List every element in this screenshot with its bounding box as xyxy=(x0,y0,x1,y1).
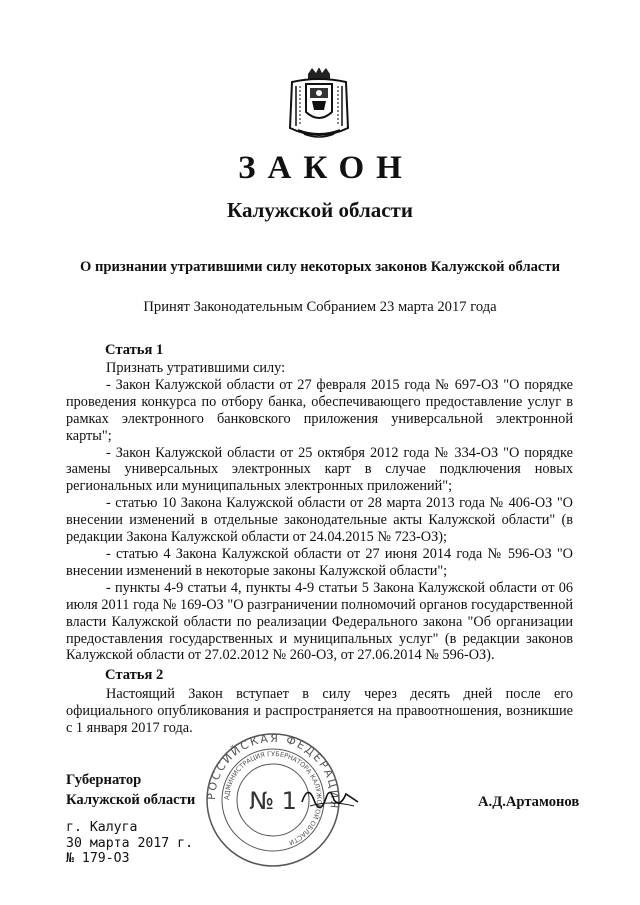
registration-stamp xyxy=(66,820,193,867)
article-1-item: - Закон Калужской области от 27 февраля 2015 года № 697-ОЗ "О порядке проведения конкурса по отбору банка, обеспечивающего предоставление услуг в рамках электронного банковского приложения универсальной электронной карты"; xyxy=(66,376,573,444)
article-1-item: - статью 4 Закона Калужской области от 27 июня 2014 года № 596-ОЗ "О внесении изменений в некоторые законы Калужской области"; xyxy=(66,545,573,579)
article-1-intro: Признать утратившими силу: xyxy=(106,360,286,376)
registration-date: 30 марта 2017 г. xyxy=(66,835,194,851)
coat-of-arms-emblem xyxy=(288,68,350,140)
article-2-heading: Статья 2 xyxy=(105,667,164,683)
registration-number: № 179-ОЗ xyxy=(66,851,130,866)
adoption-line: Принят Законодательным Собранием 23 марта 2017 года xyxy=(143,299,497,315)
seal-outer-text: РОССИЙСКАЯ ФЕДЕРАЦИЯ xyxy=(204,731,342,811)
law-name: О признании утратившими силу некоторых законов Калужской области xyxy=(80,259,560,275)
article-1-item: - статью 10 Закона Калужской области от 28 марта 2013 года № 406-ОЗ "О внесении изменений в отдельные законодательные акты Калужской области" (в редакции Закона Калужской области от 24.04.2015 № 723-ОЗ); xyxy=(66,495,573,546)
document-title: ЗАКОН xyxy=(238,150,414,186)
signatory-position: Губернатор Калужской области xyxy=(66,772,196,808)
article-1-item: - пункты 4-9 статьи 4, пункты 4-9 статьи 5 Закона Калужской области от 06 июля 2011 года № 169-ОЗ "О разграничении полномочий органов государственной власти Калужской области по реализации Федерального закона "Об организации предоставления государственных и муниципальных услуг" (в редакции законов Калужской области от 27.02.2012 № 260-ОЗ, от 27.06.2014 № 596-ОЗ). xyxy=(66,579,573,664)
seal-center-number: № 1 xyxy=(249,787,297,815)
article-2-text: Настоящий Закон вступает в силу через десять дней после его официального опубликования и распространяется на правоотношения, возникшие с 1 января 2017 года. xyxy=(66,686,573,736)
article-1-body xyxy=(66,360,573,664)
document-subtitle: Калужской области xyxy=(227,198,413,222)
handwritten-signature xyxy=(300,780,360,812)
signatory-name: А.Д.Артамонов xyxy=(478,794,580,810)
article-1-item: - Закон Калужской области от 25 октября 2012 года № 334-ОЗ "О порядке замены универсальных электронных карт в случае подключения новых региональных или муниципальных электронных приложений"; xyxy=(66,444,573,495)
seal-inner-text: АДМИНИСТРАЦИЯ ГУБЕРНАТОРА КАЛУЖСКОЙ ОБЛАСТИ xyxy=(222,749,324,847)
article-1-heading: Статья 1 xyxy=(105,342,164,358)
registration-city: г. Калуга xyxy=(66,820,138,835)
